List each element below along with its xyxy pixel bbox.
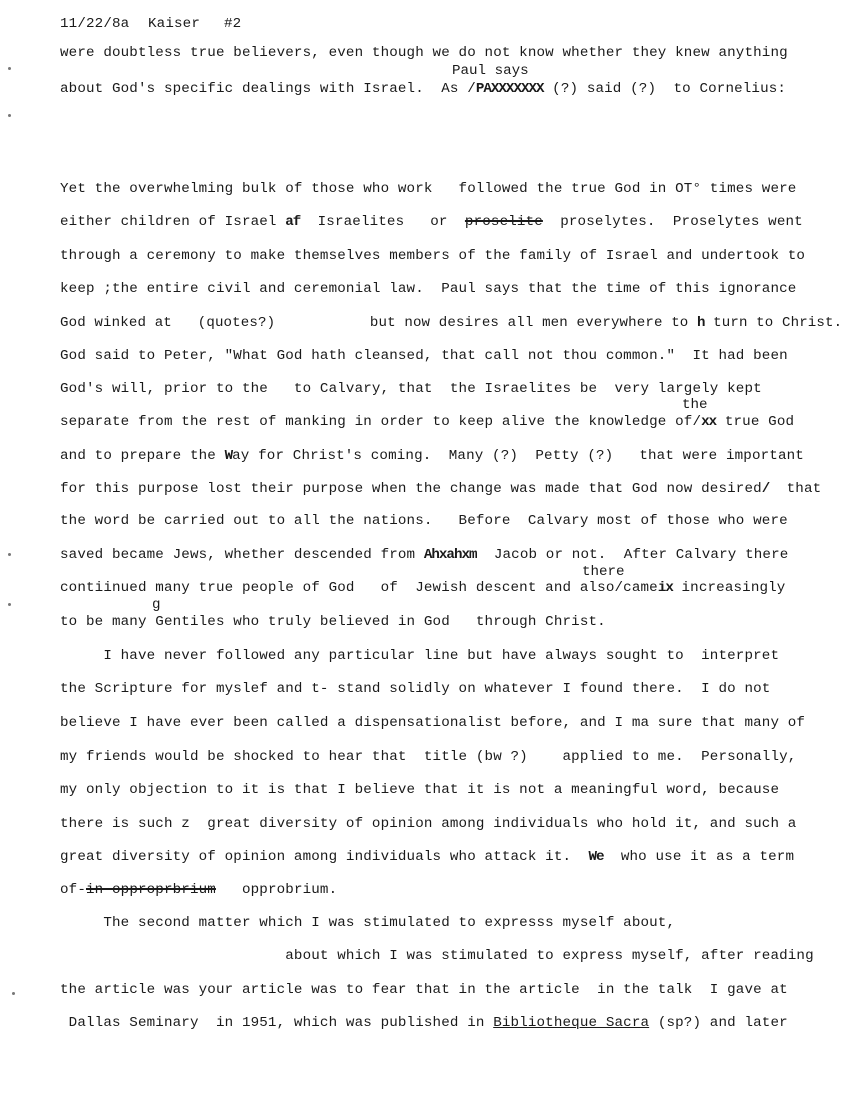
typed-over-text: h: [697, 315, 705, 331]
typed-over-text: Ahxahxm: [423, 547, 477, 563]
text-line: for this purpose lost their purpose when the change was made that God now desired/ that: [60, 481, 822, 497]
text-line: God said to Peter, "What God hath cleansed, that call not thou common." It had been: [60, 348, 788, 364]
typed-over-text: /: [761, 481, 770, 497]
text-line: Dallas Seminary in 1951, which was published in Bibliotheque Sacra (sp?) and later: [60, 1015, 788, 1031]
text-line: the word be carried out to all the nations. Before Calvary most of those who were: [60, 513, 788, 529]
insertion-paul-says: Paul says: [452, 63, 529, 79]
struck-through-text: proselite: [464, 214, 543, 230]
text-line: Yet the overwhelming bulk of those who work followed the true God in OT° times were: [60, 181, 797, 197]
insertion-there: there: [582, 564, 625, 580]
paragraph-start: The second matter which I was stimulated to expresss myself about,: [60, 915, 676, 931]
text-line: of-in opproprbrium opprobrium.: [60, 882, 338, 898]
insertion-g: g: [152, 597, 161, 613]
insertion-the: the: [682, 397, 708, 413]
typed-over-text: xx: [701, 414, 717, 430]
typed-over-text: We: [588, 849, 604, 865]
text-line: the article was your article was to fear that in the article in the talk I gave at: [60, 982, 788, 998]
text-line: were doubtless true believers, even though we do not know whether they knew anything: [60, 45, 788, 61]
text-line: to be many Gentiles who truly believed in God through Christ.: [60, 614, 606, 630]
text-line: about which I was stimulated to express myself, after reading: [60, 948, 814, 964]
typed-over-text: ix: [657, 580, 673, 596]
margin-mark: [8, 553, 11, 556]
typed-over-text: PAXXXXXXX: [475, 81, 544, 97]
underlined-title: Bibliotheque Sacra: [493, 1015, 650, 1031]
text-line: saved became Jews, whether descended from Ahxahxm Jacob or not. After Calvary there: [60, 547, 789, 563]
margin-mark: [8, 603, 11, 606]
text-line: separate from the rest of manking in order to keep alive the knowledge of/xx true God: [60, 414, 795, 430]
typed-over-text: W: [224, 448, 233, 464]
text-line: great diversity of opinion among individuals who attack it. We who use it as a term: [60, 849, 795, 865]
margin-mark: [12, 992, 15, 995]
text-line: my friends would be shocked to hear that title (bw ?) applied to me. Personally,: [60, 749, 797, 765]
text-line: and to prepare the Way for Christ's coming. Many (?) Petty (?) that were important: [60, 448, 804, 464]
text-line: through a ceremony to make themselves members of the family of Israel and undertook to: [60, 248, 806, 264]
text-line: God's will, prior to the to Calvary, that the Israelites be very largely kept: [60, 381, 762, 397]
text-line: either children of Israel af Israelites or proselite proselytes. Proselytes went: [60, 214, 803, 230]
text-line: my only objection to it is that I believe that it is not a meaningful word, because: [60, 782, 780, 798]
margin-mark: [8, 67, 11, 70]
header-name: Kaiser: [148, 16, 200, 32]
text-line: God winked at (quotes?) but now desires all men everywhere to h turn to Christ.: [60, 315, 843, 331]
text-line: the Scripture for myslef and t- stand solidly on whatever I found there. I do not: [60, 681, 771, 697]
header-page-number: #2: [224, 16, 242, 32]
paragraph-start: I have never followed any particular line but have always sought to interpret: [60, 648, 780, 664]
struck-through-text: in opproprbrium: [86, 882, 216, 898]
text-line: contiinued many true people of God of Jewish descent and also/cameix increasingly: [60, 580, 786, 596]
margin-mark: [8, 114, 11, 117]
typed-over-text: af: [285, 214, 301, 230]
text-line: there is such z great diversity of opinion among individuals who hold it, and such a: [60, 816, 797, 832]
text-line: about God's specific dealings with Israel. As /PAXXXXXXX (?) said (?) to Cornelius:: [60, 81, 787, 97]
text-line: believe I have ever been called a dispensationalist before, and I ma sure that many of: [60, 715, 806, 731]
text-line: keep ;the entire civil and ceremonial law. Paul says that the time of this ignorance: [60, 281, 797, 297]
header-date: 11/22/8a: [60, 16, 130, 32]
